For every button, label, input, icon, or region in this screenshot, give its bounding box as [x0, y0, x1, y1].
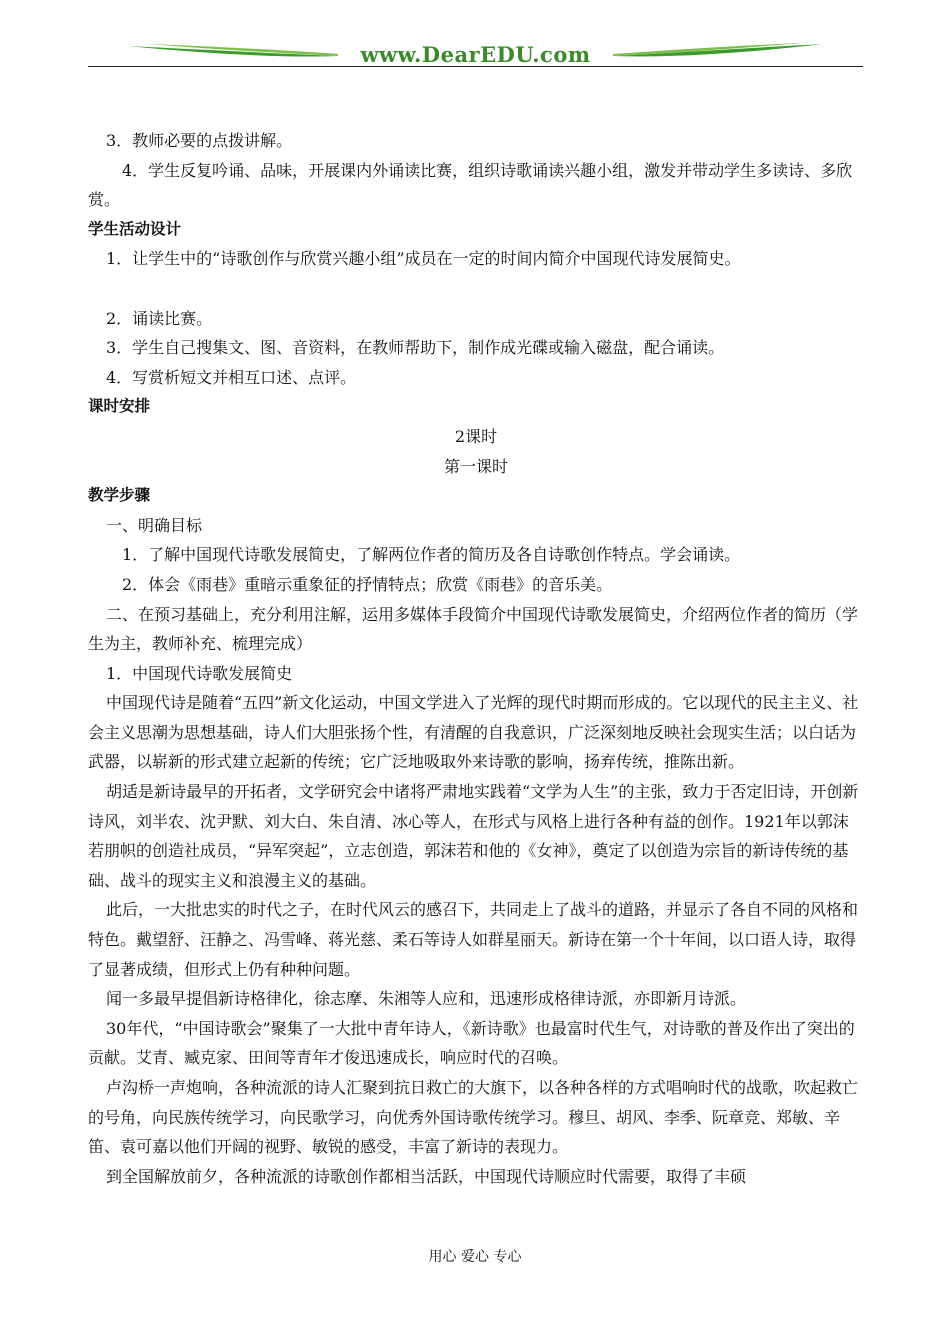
paragraph: 到全国解放前夕，各种流派的诗歌创作都相当活跃，中国现代诗顺应时代需要，取得了丰硕 [106, 1166, 747, 1186]
paragraph: 30年代，“中国诗歌会”聚集了一大批中青年诗人，《新诗歌》也最富时代生气，对诗歌的普及作出了突出的贡献。艾青、臧克家、田间等青年才俊迅速成长，响应时代的召唤。 [88, 1018, 855, 1068]
paragraph: 胡适是新诗最早的开拓者，文学研究会中诸将严肃地实践着“文学为人生”的主张，致力于否定旧诗，开创新诗风，刘半农、沈尹默、刘大白、朱自清、冰心等人，在形式与风格上进行各种有益的创作。1921年以郭沫若朋帜的创造社成员，“异军突起”，立志创造，郭沫若和他的《女神》，奠定了以创造为宗旨的新诗传统的基础、战斗的现实主义和浪漫主义的基础。 [88, 782, 859, 890]
paragraph: 中国现代诗是随着“五四”新文化运动，中国文学进入了光辉的现代时期而形成的。它以现代的民主主义、社会主义思潮为思想基础，诗人们大胆张扬个性，有清醒的自我意识，广泛深刻地反映社会现实生活；以白话为武器，以崭新的形式建立起新的传统；它广泛地吸取外来诗歌的影响，扬弃传统，推陈出新。 [88, 693, 859, 772]
site-logo-text: www.DearEDU.com [360, 42, 591, 67]
paragraph: 1．了解中国现代诗歌发展简史，了解两位作者的简历及各自诗歌创作特点。学会诵读。 [122, 545, 741, 565]
document-body [88, 126, 864, 1191]
section-heading: 学生活动设计 [88, 219, 182, 238]
paragraph: 2．体会《雨巷》重暗示重象征的抒情特点；欣赏《雨巷》的音乐美。 [122, 574, 613, 594]
page-footer: 用心 爱心 专心 [428, 1249, 522, 1265]
paragraph: 2．诵读比赛。 [106, 308, 213, 328]
paragraph: 4．学生反复吟诵、品味，开展课内外诵读比赛，组织诗歌诵读兴趣小组，激发并带动学生多读诗、多欣赏。 [88, 160, 853, 210]
paragraph: 闻一多最早提倡新诗格律化，徐志摩、朱湘等人应和，迅速形成格律诗派，亦即新月诗派。 [106, 989, 747, 1009]
centered-line: 第一课时 [443, 456, 508, 476]
site-header [88, 34, 863, 74]
paragraph: 4．写赏析短文并相互口述、点评。 [106, 367, 357, 387]
paragraph: 此后，一大批忠实的时代之子，在时代风云的感召下，共同走上了战斗的道路，并显示了各自不同的风格和特色。戴望舒、汪静之、冯雪峰、蒋光慈、柔石等诗人如群星丽天。新诗在第一个十年间，以口语人诗，取得了显著成绩，但形式上仍有种种问题。 [88, 900, 859, 979]
paragraph: 1．让学生中的“诗歌创作与欣赏兴趣小组”成员在一定的时间内简介中国现代诗发展简史。 [106, 249, 741, 269]
section-heading: 课时安排 [88, 397, 151, 416]
paragraph: 3．学生自己搜集文、图、音资料，在教师帮助下，制作成光碟或输入磁盘，配合诵读。 [106, 338, 725, 358]
paragraph: 一、明确目标 [106, 515, 203, 535]
header-divider [88, 66, 863, 67]
paragraph: 二、在预习基础上，充分利用注解，运用多媒体手段简介中国现代诗歌发展简史，介绍两位作者的简历（学生为主，教师补充、梳理完成） [88, 604, 859, 654]
centered-line: 2课时 [454, 426, 498, 446]
paragraph: 1．中国现代诗歌发展简史 [106, 663, 293, 683]
section-heading: 教学步骤 [88, 486, 151, 505]
blank-line [88, 274, 864, 304]
paragraph: 卢沟桥一声炮响，各种流派的诗人汇聚到抗日救亡的大旗下，以各种各样的方式唱响时代的战歌，吹起救亡的号角，向民族传统学习，向民歌学习，向优秀外国诗歌传统学习。穆旦、胡风、李季、阮章竞、郑敏、辛笛、袁可嘉以他们开阔的视野、敏锐的感受，丰富了新诗的表现力。 [88, 1078, 859, 1157]
paragraph: 3．教师必要的点拨讲解。 [106, 131, 293, 150]
